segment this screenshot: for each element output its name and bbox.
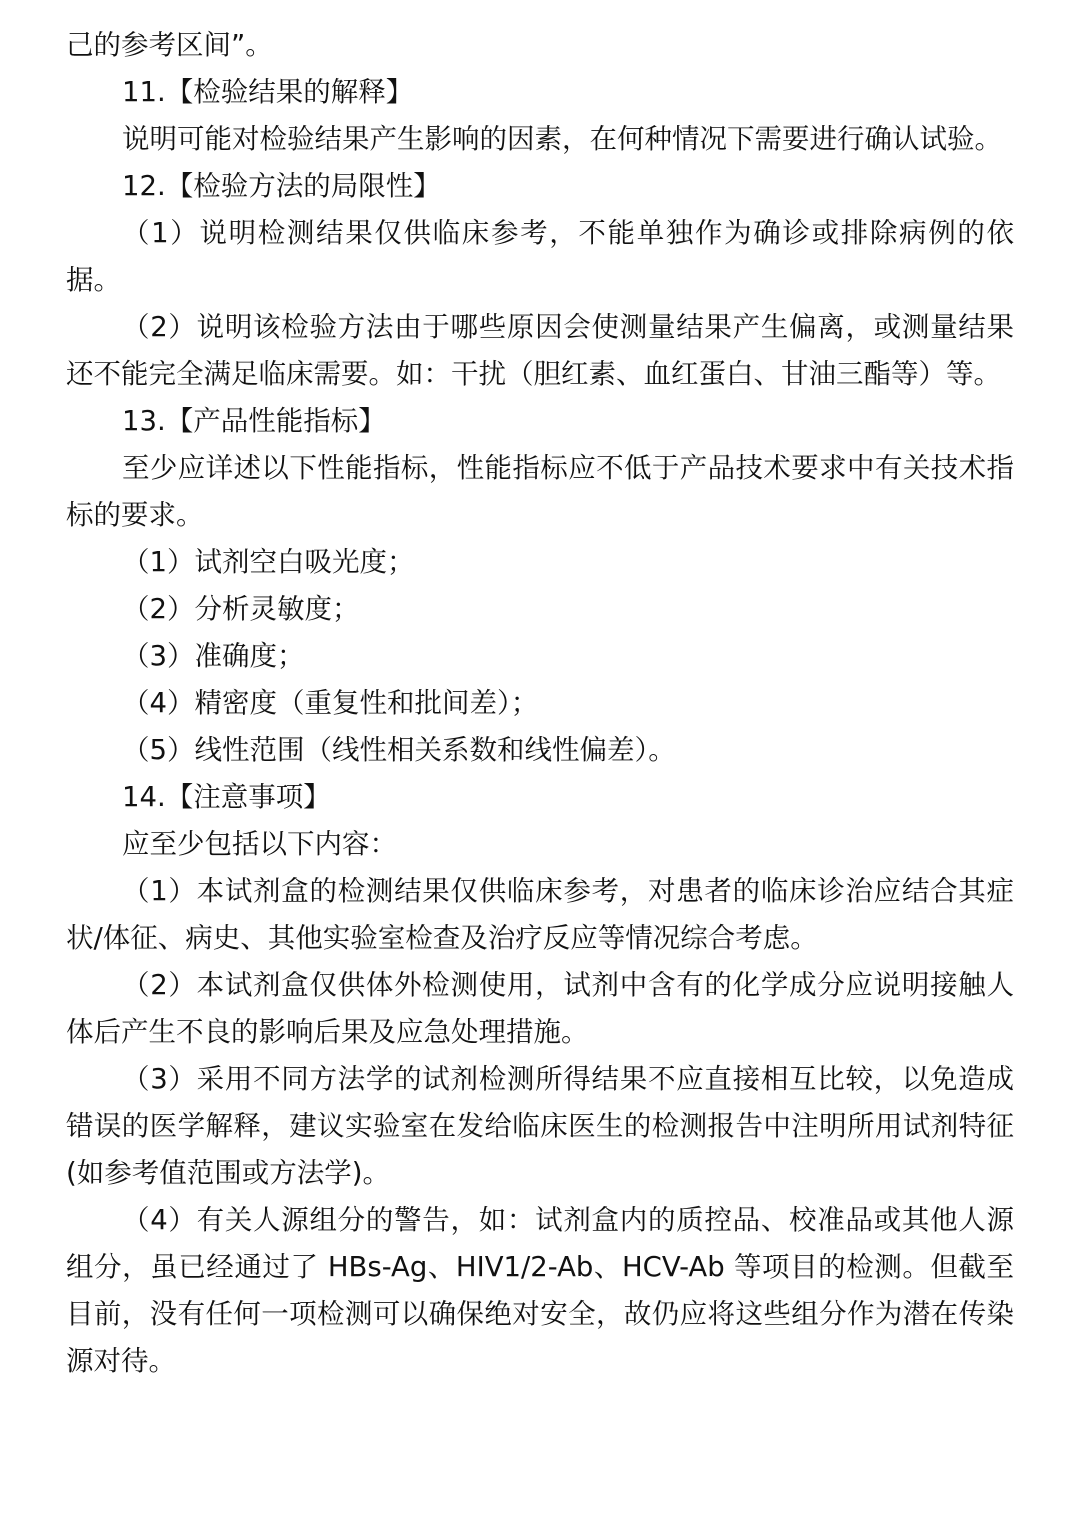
paragraph-14-item-4: （4）有关人源组分的警告，如：试剂盒内的质控品、校准品或其他人源组分，虽已经通过了 HBs-Ag、HIV1/2-Ab、HCV-Ab 等项目的检测。但截至目前，没有任何一项检测可以确保绝对安全，故仍应将这些组分作为潜在传染源对待。: [66, 1204, 1014, 1377]
paragraph-13-item-1: （1）试剂空白吸光度；: [122, 546, 415, 578]
section-heading-12: 12.【检验方法的局限性】: [122, 170, 441, 202]
paragraph-14-intro: 应至少包括以下内容：: [122, 828, 397, 860]
paragraph-14-item-3: （3）采用不同方法学的试剂检测所得结果不应直接相互比较，以免造成错误的医学解释，建议实验室在发给临床医生的检测报告中注明所用试剂特征(如参考值范围或方法学)。: [66, 1063, 1014, 1189]
paragraph-12-item-2: （2）说明该检验方法由于哪些原因会使测量结果产生偏离，或测量结果还不能完全满足临床需要。如：干扰（胆红素、血红蛋白、甘油三酯等）等。: [66, 311, 1014, 390]
paragraph-13-item-3: （3）准确度；: [122, 640, 305, 672]
paragraph-12-item-1: （1）说明检测结果仅供临床参考，不能单独作为确诊或排除病例的依据。: [66, 217, 1014, 296]
section-heading-11: 11.【检验结果的解释】: [122, 76, 414, 108]
paragraph-continuation: 己的参考区间”。: [66, 29, 273, 61]
paragraph-14-item-1: （1）本试剂盒的检测结果仅供临床参考，对患者的临床诊治应结合其症状/体征、病史、其他实验室检查及治疗反应等情况综合考虑。: [66, 875, 1014, 954]
paragraph-13-item-4: （4）精密度（重复性和批间差）；: [122, 687, 539, 719]
paragraph-14-item-2: （2）本试剂盒仅供体外检测使用，试剂中含有的化学成分应说明接触人体后产生不良的影响后果及应急处理措施。: [66, 969, 1014, 1048]
paragraph-13-item-2: （2）分析灵敏度；: [122, 593, 360, 625]
section-heading-14: 14.【注意事项】: [122, 781, 331, 813]
section-heading-13: 13.【产品性能指标】: [122, 405, 386, 437]
paragraph-11-body: 说明可能对检验结果产生影响的因素，在何种情况下需要进行确认试验。: [122, 123, 1002, 155]
paragraph-13-intro: 至少应详述以下性能指标，性能指标应不低于产品技术要求中有关技术指标的要求。: [66, 452, 1014, 531]
paragraph-13-item-5: （5）线性范围（线性相关系数和线性偏差）。: [122, 734, 676, 766]
